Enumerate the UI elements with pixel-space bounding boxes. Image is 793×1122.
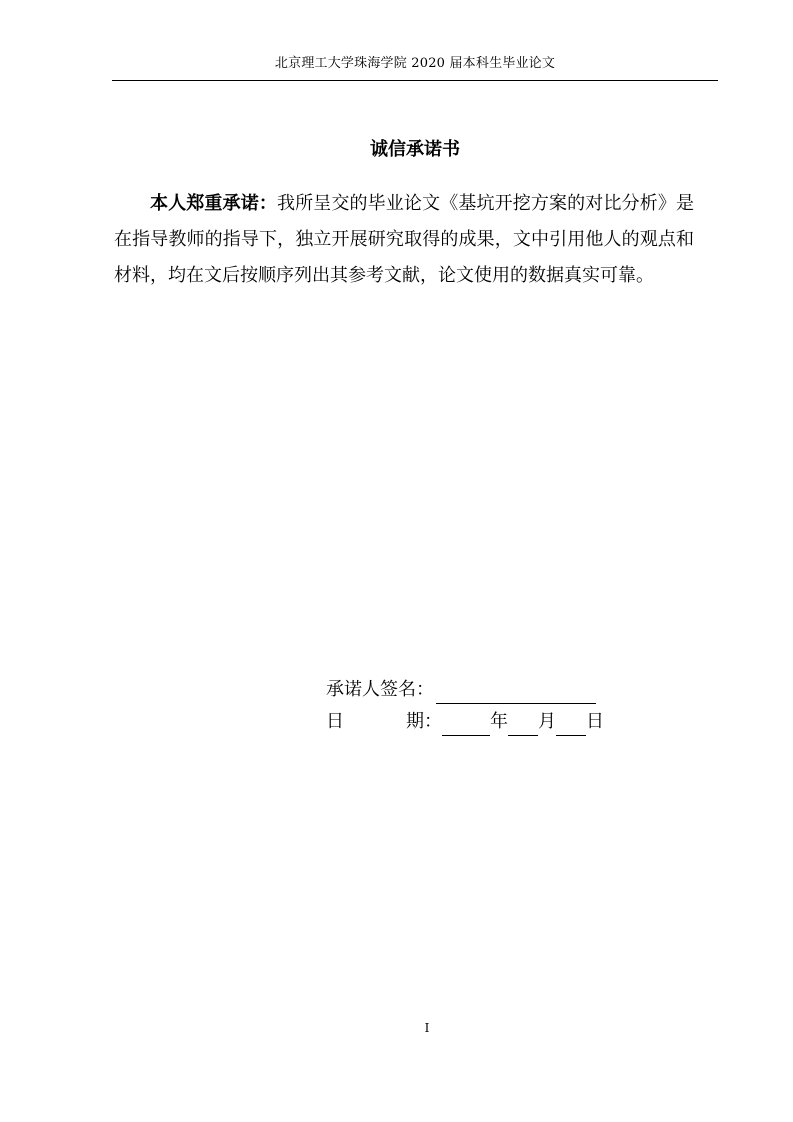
page-header: 北京理工大学珠海学院 2020 届本科生毕业论文: [274, 56, 556, 71]
signature-label: 承诺人签名：: [326, 679, 434, 700]
year-blank[interactable]: [442, 715, 490, 736]
day-blank[interactable]: [556, 715, 586, 736]
header-divider: [112, 80, 718, 81]
commitment-lead: 本人郑重承诺：: [150, 193, 277, 214]
month-blank[interactable]: [508, 715, 538, 736]
day-unit: 日: [586, 711, 604, 732]
date-label-first: 日: [326, 711, 344, 732]
page-number: I: [424, 1021, 430, 1035]
signature-line[interactable]: [436, 683, 596, 704]
date-label-second: 期：: [406, 711, 442, 732]
signature-row: [326, 676, 596, 704]
month-unit: 月: [538, 711, 556, 732]
date-row: [326, 708, 604, 736]
commitment-statement: [114, 186, 694, 294]
year-unit: 年: [490, 711, 508, 732]
document-title: 诚信承诺书: [370, 139, 460, 160]
commitment-body: 我所呈交的毕业论文《基坑开挖方案的对比分析》是在指导教师的指导下，独立开展研究取得的成果，文中引用他人的观点和材料，均在文后按顺序列出其参考文献，论文使用的数据真实可靠。: [114, 193, 695, 286]
